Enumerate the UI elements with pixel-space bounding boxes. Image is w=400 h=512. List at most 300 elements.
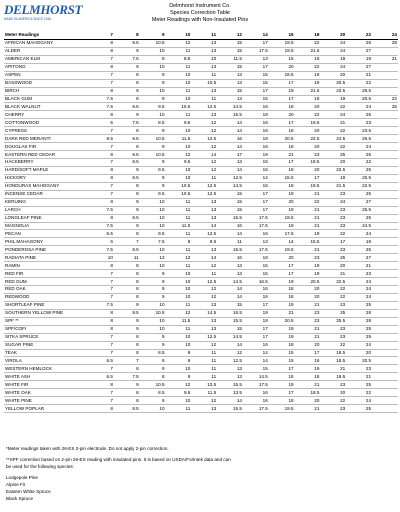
species-name: PECAN <box>4 230 88 238</box>
reading-cell: 24 <box>346 230 372 238</box>
reading-cell: 9 <box>114 198 140 206</box>
reading-cell: 9 <box>166 349 192 357</box>
table-row <box>4 214 398 222</box>
reading-cell: 24 <box>346 293 372 301</box>
reading-cell: 24.5 <box>346 222 372 230</box>
reading-cell: 15 <box>243 365 269 373</box>
reading-cell: 21 <box>269 151 295 159</box>
reading-cell: 7.5 <box>88 103 114 111</box>
reading-cell: 14 <box>243 349 269 357</box>
reading-cell: 11 <box>191 174 217 182</box>
reading-cell: 7 <box>88 293 114 301</box>
reading-cell <box>372 262 398 270</box>
table-row <box>4 325 398 333</box>
reading-cell: 14 <box>191 222 217 230</box>
reading-cell: 8 <box>88 309 114 317</box>
reading-cell: 17 <box>269 159 295 167</box>
reading-cell <box>372 135 398 143</box>
reading-cell: 11 <box>166 230 192 238</box>
reading-cell: 13 <box>217 365 243 373</box>
reading-cell: 15 <box>243 95 269 103</box>
reading-cell: 15 <box>243 262 269 270</box>
reading-cell: 9 <box>140 270 166 278</box>
reading-cell: 14 <box>269 238 295 246</box>
reading-cell: 7 <box>88 79 114 87</box>
species-name: REDWOOD <box>4 293 88 301</box>
reading-cell: 14 <box>217 119 243 127</box>
reading-cell: 13 <box>191 246 217 254</box>
reading-cell: 13 <box>217 270 243 278</box>
species-name: HONDURAS MAHOGANY <box>4 182 88 190</box>
reading-cell: 15 <box>217 47 243 55</box>
reading-cell: 17 <box>269 389 295 397</box>
reading-cell: 13 <box>191 325 217 333</box>
reading-cell: 20 <box>320 389 346 397</box>
document-title: Species Correction Table <box>170 10 230 16</box>
reading-cell: 7 <box>88 365 114 373</box>
reading-cell <box>372 270 398 278</box>
reading-cell <box>372 174 398 182</box>
reading-cell: 10.5 <box>166 103 192 111</box>
reading-cell: 12 <box>191 293 217 301</box>
reading-cell: 20 <box>320 262 346 270</box>
reading-cell: 9 <box>114 111 140 119</box>
reading-cell: 15.5 <box>217 246 243 254</box>
reading-cell: 8 <box>114 143 140 151</box>
table-row <box>4 47 398 55</box>
reading-cell: 6.5 <box>88 373 114 381</box>
reading-cell: 18 <box>320 55 346 63</box>
reading-cell: 9 <box>140 127 166 135</box>
table-row <box>4 373 398 381</box>
footnotes <box>6 445 394 502</box>
reading-cell: 13 <box>217 79 243 87</box>
reading-cell: 14 <box>191 151 217 159</box>
reading-cell: 15 <box>217 63 243 71</box>
reading-cell: 8.5 <box>140 349 166 357</box>
reading-cell: 16 <box>295 357 321 365</box>
reading-cell: 17 <box>269 270 295 278</box>
reading-cell: 12.5 <box>191 190 217 198</box>
title-block <box>100 3 300 24</box>
reading-cell <box>372 214 398 222</box>
reading-cell: 20 <box>295 103 321 111</box>
reading-cell: 9.5 <box>114 135 140 143</box>
reading-cell: 6 <box>88 238 114 246</box>
reading-cell: 8 <box>140 357 166 365</box>
reading-cell: 16 <box>243 397 269 405</box>
table-header-row <box>4 32 398 39</box>
reading-cell: 15 <box>243 79 269 87</box>
reading-cell: 22.5 <box>295 135 321 143</box>
species-name: PHIL MAHAGONY <box>4 238 88 246</box>
spf-species-item: Alpine Fir <box>6 482 26 487</box>
reading-cell: 21.5 <box>295 47 321 55</box>
reading-cell: 10 <box>140 246 166 254</box>
table-row <box>4 79 398 87</box>
table-row <box>4 143 398 151</box>
reading-cell: 13 <box>191 63 217 71</box>
reading-cell: 7.5 <box>88 222 114 230</box>
reading-cell: 8 <box>88 166 114 174</box>
reading-cell: 22 <box>320 143 346 151</box>
reading-cell: 23.5 <box>320 87 346 95</box>
reading-cell: 7 <box>88 182 114 190</box>
table-row <box>4 389 398 397</box>
column-header: 11 <box>191 32 217 39</box>
reading-cell: 11 <box>166 206 192 214</box>
reading-cell: 19.5 <box>269 405 295 413</box>
reading-cell: 8.5 <box>88 135 114 143</box>
reading-cell: 22 <box>295 39 321 47</box>
reading-cell: 9 <box>140 71 166 79</box>
reading-cell: 24 <box>320 63 346 71</box>
reading-cell: 13 <box>243 238 269 246</box>
reading-cell: 18 <box>269 397 295 405</box>
reading-cell: 6.5 <box>88 357 114 365</box>
reading-cell: 7.5 <box>88 206 114 214</box>
reading-cell: 11 <box>191 349 217 357</box>
reading-cell: 19 <box>269 381 295 389</box>
reading-cell: 13.5 <box>217 389 243 397</box>
reading-cell: 18 <box>269 166 295 174</box>
reading-cell: 8 <box>114 341 140 349</box>
reading-cell: 15 <box>269 357 295 365</box>
reading-cell: 9 <box>140 397 166 405</box>
reading-cell: 9.5 <box>114 151 140 159</box>
reading-cell <box>372 246 398 254</box>
table-row <box>4 357 398 365</box>
reading-cell: 16 <box>217 254 243 262</box>
reading-cell: 25 <box>346 333 372 341</box>
reading-cell: 9 <box>140 293 166 301</box>
reading-cell: 10 <box>166 286 192 294</box>
reading-cell: 11 <box>191 270 217 278</box>
reading-cell: 20 <box>295 293 321 301</box>
reading-cell <box>372 111 398 119</box>
reading-cell: 16 <box>243 103 269 111</box>
reading-cell: 10 <box>166 79 192 87</box>
reading-cell: 23 <box>320 222 346 230</box>
reading-cell: 14.5 <box>217 333 243 341</box>
reading-cell: 10 <box>88 254 114 262</box>
reading-cell: 25 <box>320 151 346 159</box>
reading-cell <box>372 333 398 341</box>
reading-cell: 20 <box>320 159 346 167</box>
reading-cell: 28 <box>372 39 398 47</box>
reading-cell: 17 <box>243 301 269 309</box>
footnote-meter: *Meter readings taken with 26-ES 2-pin electrode. Do not apply 2-pin correction. <box>6 446 169 451</box>
species-name: BLACK GUM <box>4 95 88 103</box>
table-row <box>4 238 398 246</box>
species-name: SPF ** <box>4 317 88 325</box>
logo-tagline: MADE IN AMERICA SINCE 1946 <box>4 17 51 21</box>
reading-cell: 23 <box>320 190 346 198</box>
reading-cell: 17 <box>269 95 295 103</box>
reading-cell: 21.5 <box>295 87 321 95</box>
reading-cell: 13 <box>191 47 217 55</box>
reading-cell: 14.5 <box>191 309 217 317</box>
reading-cell: 17 <box>269 262 295 270</box>
reading-cell: 8 <box>88 381 114 389</box>
reading-cell: 10 <box>140 111 166 119</box>
reading-cell: 22.5 <box>320 278 346 286</box>
reading-cell: 13 <box>191 405 217 413</box>
reading-cell: 19 <box>269 301 295 309</box>
reading-cell: 13 <box>243 55 269 63</box>
reading-cell <box>372 182 398 190</box>
reading-cell: 27 <box>346 47 372 55</box>
reading-cell: 11 <box>191 365 217 373</box>
table-row <box>4 95 398 103</box>
reading-cell: 23 <box>295 309 321 317</box>
reading-cell: 23 <box>346 119 372 127</box>
reading-cell: 10 <box>166 293 192 301</box>
reading-cell: 20 <box>269 254 295 262</box>
reading-cell: 10 <box>140 317 166 325</box>
table-row <box>4 103 398 111</box>
reading-cell: 21 <box>346 71 372 79</box>
reading-cell: 8 <box>88 317 114 325</box>
reading-cell: 21 <box>320 270 346 278</box>
reading-cell: 11 <box>166 405 192 413</box>
reading-cell: 18 <box>269 341 295 349</box>
reading-cell: 12.5 <box>191 333 217 341</box>
reading-cell: 16 <box>243 389 269 397</box>
reading-cell: 10 <box>140 301 166 309</box>
table-row <box>4 397 398 405</box>
reading-cell: 12.5 <box>191 135 217 143</box>
reading-cell: 25 <box>320 254 346 262</box>
reading-cell <box>372 63 398 71</box>
reading-cell: 8 <box>114 293 140 301</box>
species-name: RAMIN <box>4 262 88 270</box>
table-row <box>4 190 398 198</box>
reading-cell: 13.5 <box>191 381 217 389</box>
reading-cell: 12 <box>166 151 192 159</box>
reading-cell: 18.5 <box>295 159 321 167</box>
species-name: VIROLA <box>4 357 88 365</box>
reading-cell: 19.5 <box>269 246 295 254</box>
reading-cell: 14 <box>217 230 243 238</box>
reading-cell: 22 <box>320 341 346 349</box>
reading-cell: 15 <box>217 190 243 198</box>
table-row <box>4 317 398 325</box>
column-header: 10 <box>166 32 192 39</box>
reading-cell: 13 <box>191 111 217 119</box>
reading-cell: 11 <box>166 111 192 119</box>
reading-cell: 24 <box>346 143 372 151</box>
reading-cell: 27 <box>346 198 372 206</box>
reading-cell: 7 <box>88 55 114 63</box>
reading-cell: 13 <box>217 71 243 79</box>
reading-cell: 20.5 <box>320 79 346 87</box>
reading-cell: 20 <box>295 143 321 151</box>
reading-cell: 20 <box>295 397 321 405</box>
table-row <box>4 111 398 119</box>
reading-cell: 8 <box>88 87 114 95</box>
reading-cell: 13 <box>191 206 217 214</box>
reading-cell: 15.5 <box>217 381 243 389</box>
species-name: AFRICAN MAHOGANY <box>4 39 88 47</box>
reading-cell: 8.5 <box>140 389 166 397</box>
reading-cell <box>372 230 398 238</box>
reading-cell: 11.5 <box>191 389 217 397</box>
reading-cell: 14.5 <box>217 182 243 190</box>
reading-cell: 10 <box>166 270 192 278</box>
reading-cell: 9.5 <box>166 159 192 167</box>
reading-cell: 12 <box>166 39 192 47</box>
reading-cell: 11.5 <box>217 55 243 63</box>
reading-cell: 8 <box>140 373 166 381</box>
reading-cell: 19.5 <box>295 119 321 127</box>
reading-cell: 11 <box>166 198 192 206</box>
reading-cell: 16 <box>295 55 321 63</box>
reading-cell: 11 <box>166 301 192 309</box>
reading-cell: 23 <box>346 270 372 278</box>
reading-cell: 10 <box>140 325 166 333</box>
table-row <box>4 39 398 47</box>
reading-cell: 8 <box>114 262 140 270</box>
table-row <box>4 182 398 190</box>
reading-cell: 10 <box>166 365 192 373</box>
reading-cell: 15 <box>217 325 243 333</box>
reading-cell: 8 <box>114 270 140 278</box>
table-row <box>4 309 398 317</box>
reading-cell: 20.5 <box>346 95 372 103</box>
reading-cell: 7 <box>88 286 114 294</box>
reading-cell: 21 <box>295 222 321 230</box>
reading-cell <box>372 317 398 325</box>
reading-cell <box>372 222 398 230</box>
reading-cell: 19 <box>269 278 295 286</box>
reading-cell: 13 <box>191 301 217 309</box>
reading-cell: 11 <box>191 71 217 79</box>
species-name: LARCH <box>4 206 88 214</box>
reading-cell: 18 <box>269 143 295 151</box>
reading-cell <box>372 373 398 381</box>
reading-cell: 15 <box>217 87 243 95</box>
reading-cell: 11 <box>217 238 243 246</box>
table-row <box>4 55 398 63</box>
reading-cell: 25 <box>320 309 346 317</box>
species-name: MAGNOLIA <box>4 222 88 230</box>
table-row <box>4 270 398 278</box>
reading-cell: 14.5 <box>243 373 269 381</box>
reading-cell: 8 <box>88 174 114 182</box>
table-row <box>4 333 398 341</box>
reading-cell: 16 <box>243 166 269 174</box>
reading-cell <box>372 166 398 174</box>
reading-cell: 18 <box>269 127 295 135</box>
species-name: ASPEN <box>4 71 88 79</box>
reading-cell: 25.5 <box>346 87 372 95</box>
reading-cell: 7 <box>88 190 114 198</box>
reading-cell <box>372 238 398 246</box>
table-row <box>4 222 398 230</box>
reading-cell: 17 <box>243 63 269 71</box>
reading-cell: 19 <box>243 151 269 159</box>
reading-cell: 7.5 <box>114 55 140 63</box>
reading-cell: 17 <box>243 198 269 206</box>
species-name: SITKA SPRUCE <box>4 333 88 341</box>
reading-cell: 9.5 <box>114 39 140 47</box>
reading-cell: 8 <box>88 214 114 222</box>
reading-cell: 24 <box>320 47 346 55</box>
reading-cell: 24 <box>320 198 346 206</box>
reading-cell: 7 <box>88 349 114 357</box>
reading-cell: 22 <box>320 286 346 294</box>
reading-cell: 21 <box>295 214 321 222</box>
spf-species-item: Lodgepole Pine <box>6 475 38 480</box>
species-name: BIRCH <box>4 87 88 95</box>
reading-cell: 9 <box>140 333 166 341</box>
company-logo <box>4 2 83 21</box>
reading-cell: 16 <box>243 143 269 151</box>
reading-cell: 21 <box>295 301 321 309</box>
species-name: TEAK <box>4 349 88 357</box>
company-name: Delmhorst Instrument Co. <box>169 3 231 9</box>
species-name: HARD/SOFT MAPLE <box>4 166 88 174</box>
reading-cell: 10 <box>166 166 192 174</box>
reading-cell: 27 <box>346 254 372 262</box>
reading-cell <box>372 405 398 413</box>
column-header: 7 <box>88 32 114 39</box>
reading-cell: 22 <box>320 103 346 111</box>
reading-cell: 9 <box>114 222 140 230</box>
reading-cell: 7.5 <box>114 119 140 127</box>
reading-cell: 25 <box>346 190 372 198</box>
reading-cell: 18 <box>243 135 269 143</box>
reading-cell: 13 <box>217 159 243 167</box>
reading-cell: 17.5 <box>243 381 269 389</box>
reading-cell: 26 <box>346 151 372 159</box>
reading-cell: 7 <box>88 397 114 405</box>
reading-cell: 14 <box>217 143 243 151</box>
reading-cell: 13 <box>166 254 192 262</box>
reading-cell: 25 <box>346 381 372 389</box>
reading-cell: 19 <box>269 190 295 198</box>
reading-cell: 20 <box>269 63 295 71</box>
table-row <box>4 254 398 262</box>
species-name: APITONG <box>4 63 88 71</box>
reading-cell: 14 <box>191 254 217 262</box>
reading-cell: 20.5 <box>346 357 372 365</box>
reading-cell: 18 <box>243 317 269 325</box>
reading-cell <box>372 309 398 317</box>
species-name: WHITE OAK <box>4 389 88 397</box>
reading-cell <box>372 151 398 159</box>
reading-cell: 18 <box>295 373 321 381</box>
reading-cell: 16 <box>243 182 269 190</box>
reading-cell: 24 <box>320 111 346 119</box>
reading-cell: 20 <box>346 349 372 357</box>
column-header: 24 <box>372 32 398 39</box>
reading-cell: 8 <box>114 397 140 405</box>
reading-cell: 12 <box>140 254 166 262</box>
reading-cell: 16.5 <box>269 71 295 79</box>
reading-cell <box>372 71 398 79</box>
reading-cell: 19 <box>320 95 346 103</box>
reading-cell: 27 <box>346 63 372 71</box>
reading-cell: 23 <box>320 333 346 341</box>
reading-cell: 15 <box>269 55 295 63</box>
reading-cell: 16 <box>243 286 269 294</box>
reading-cell: 19.5 <box>269 39 295 47</box>
reading-cell: 13 <box>217 373 243 381</box>
reading-cell: 10.5 <box>166 182 192 190</box>
reading-cell: 9 <box>114 166 140 174</box>
